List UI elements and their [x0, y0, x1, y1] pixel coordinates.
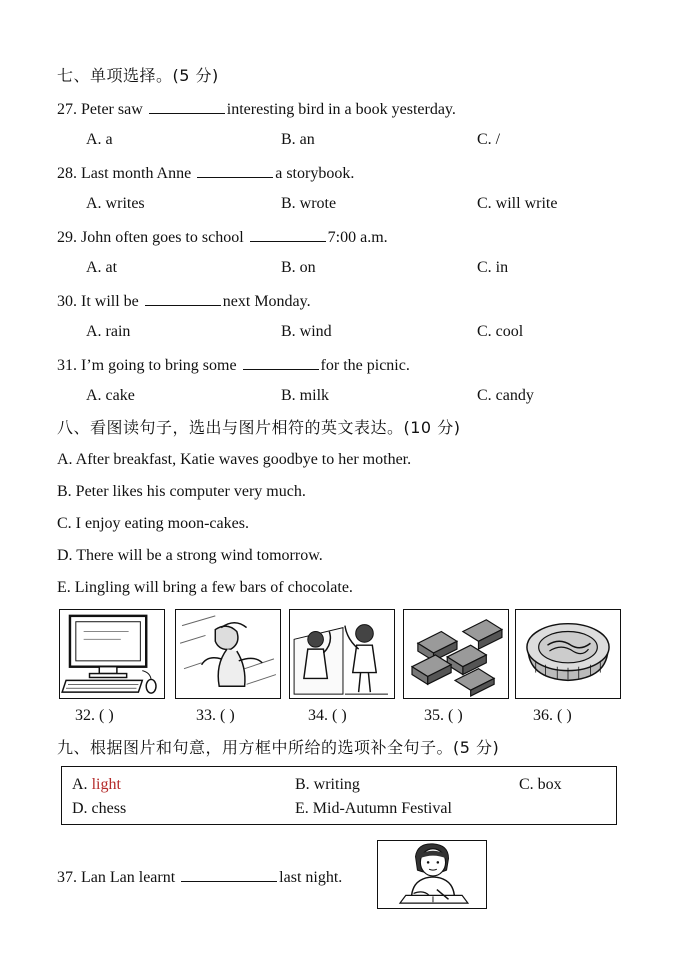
question-31: 31. I’m going to bring some for the picnic. — [57, 354, 410, 376]
answer-blank — [181, 866, 277, 882]
computer-icon — [59, 609, 165, 699]
sentence-a: A. After breakfast, Katie waves goodbye to her mother. — [57, 451, 412, 468]
q28-option-c: C. will write — [477, 195, 558, 212]
sentence-e: E. Lingling will bring a few bars of chocolate. — [57, 579, 353, 596]
word-option-e: E. Mid-Autumn Festival — [295, 800, 452, 817]
student-writing-icon — [377, 840, 487, 909]
q29-option-c: C. in — [477, 259, 509, 276]
windy-person-icon — [175, 609, 281, 699]
question-28: 28. Last month Anne a storybook. — [57, 162, 354, 184]
chocolate-bar-icon — [403, 609, 509, 699]
word-option-a: A. light — [72, 776, 121, 793]
section9-heading: 九、根据图片和句意，用方框中所给的选项补全句子。(5 分) — [57, 738, 500, 757]
question-30: 30. It will be next Monday. — [57, 290, 311, 312]
q30-option-c: C. cool — [477, 323, 524, 340]
answer-35: 35. ( ) — [424, 707, 463, 724]
word-option-b: B. writing — [295, 776, 360, 793]
word-option-c: C. box — [519, 776, 562, 793]
answer-blank — [145, 290, 221, 306]
q31-option-a: A. cake — [86, 387, 135, 404]
sentence-d: D. There will be a strong wind tomorrow. — [57, 547, 323, 564]
q31-option-c: C. candy — [477, 387, 534, 404]
q30-option-a: A. rain — [86, 323, 131, 340]
word-option-d: D. chess — [72, 800, 127, 817]
question-29: 29. John often goes to school 7:00 a.m. — [57, 226, 388, 248]
sentence-c: C. I enjoy eating moon-cakes. — [57, 515, 249, 532]
answer-33: 33. ( ) — [196, 707, 235, 724]
answer-blank — [197, 162, 273, 178]
question-27: 27. Peter saw interesting bird in a book yesterday. — [57, 98, 456, 120]
answer-34: 34. ( ) — [308, 707, 347, 724]
answer-blank — [250, 226, 326, 242]
q29-option-a: A. at — [86, 259, 118, 276]
question-37: 37. Lan Lan learnt last night. — [57, 866, 342, 888]
q29-option-b: B. on — [281, 259, 316, 276]
word-bank-box — [61, 766, 617, 825]
waving-goodbye-icon — [289, 609, 395, 699]
q28-option-a: A. writes — [86, 195, 145, 212]
answer-blank — [243, 354, 319, 370]
q31-option-b: B. milk — [281, 387, 330, 404]
q30-option-b: B. wind — [281, 323, 332, 340]
q27-option-a: A. a — [86, 131, 113, 148]
section7-heading: 七、单项选择。(5 分) — [57, 66, 219, 85]
q27-option-c: C. / — [477, 131, 501, 148]
mooncake-icon — [515, 609, 621, 699]
answer-32: 32. ( ) — [75, 707, 114, 724]
q28-option-b: B. wrote — [281, 195, 337, 212]
sentence-b: B. Peter likes his computer very much. — [57, 483, 306, 500]
answer-36: 36. ( ) — [533, 707, 572, 724]
answer-blank — [149, 98, 225, 114]
q27-option-b: B. an — [281, 131, 315, 148]
section8-heading: 八、看图读句子，选出与图片相符的英文表达。(10 分) — [57, 418, 461, 437]
